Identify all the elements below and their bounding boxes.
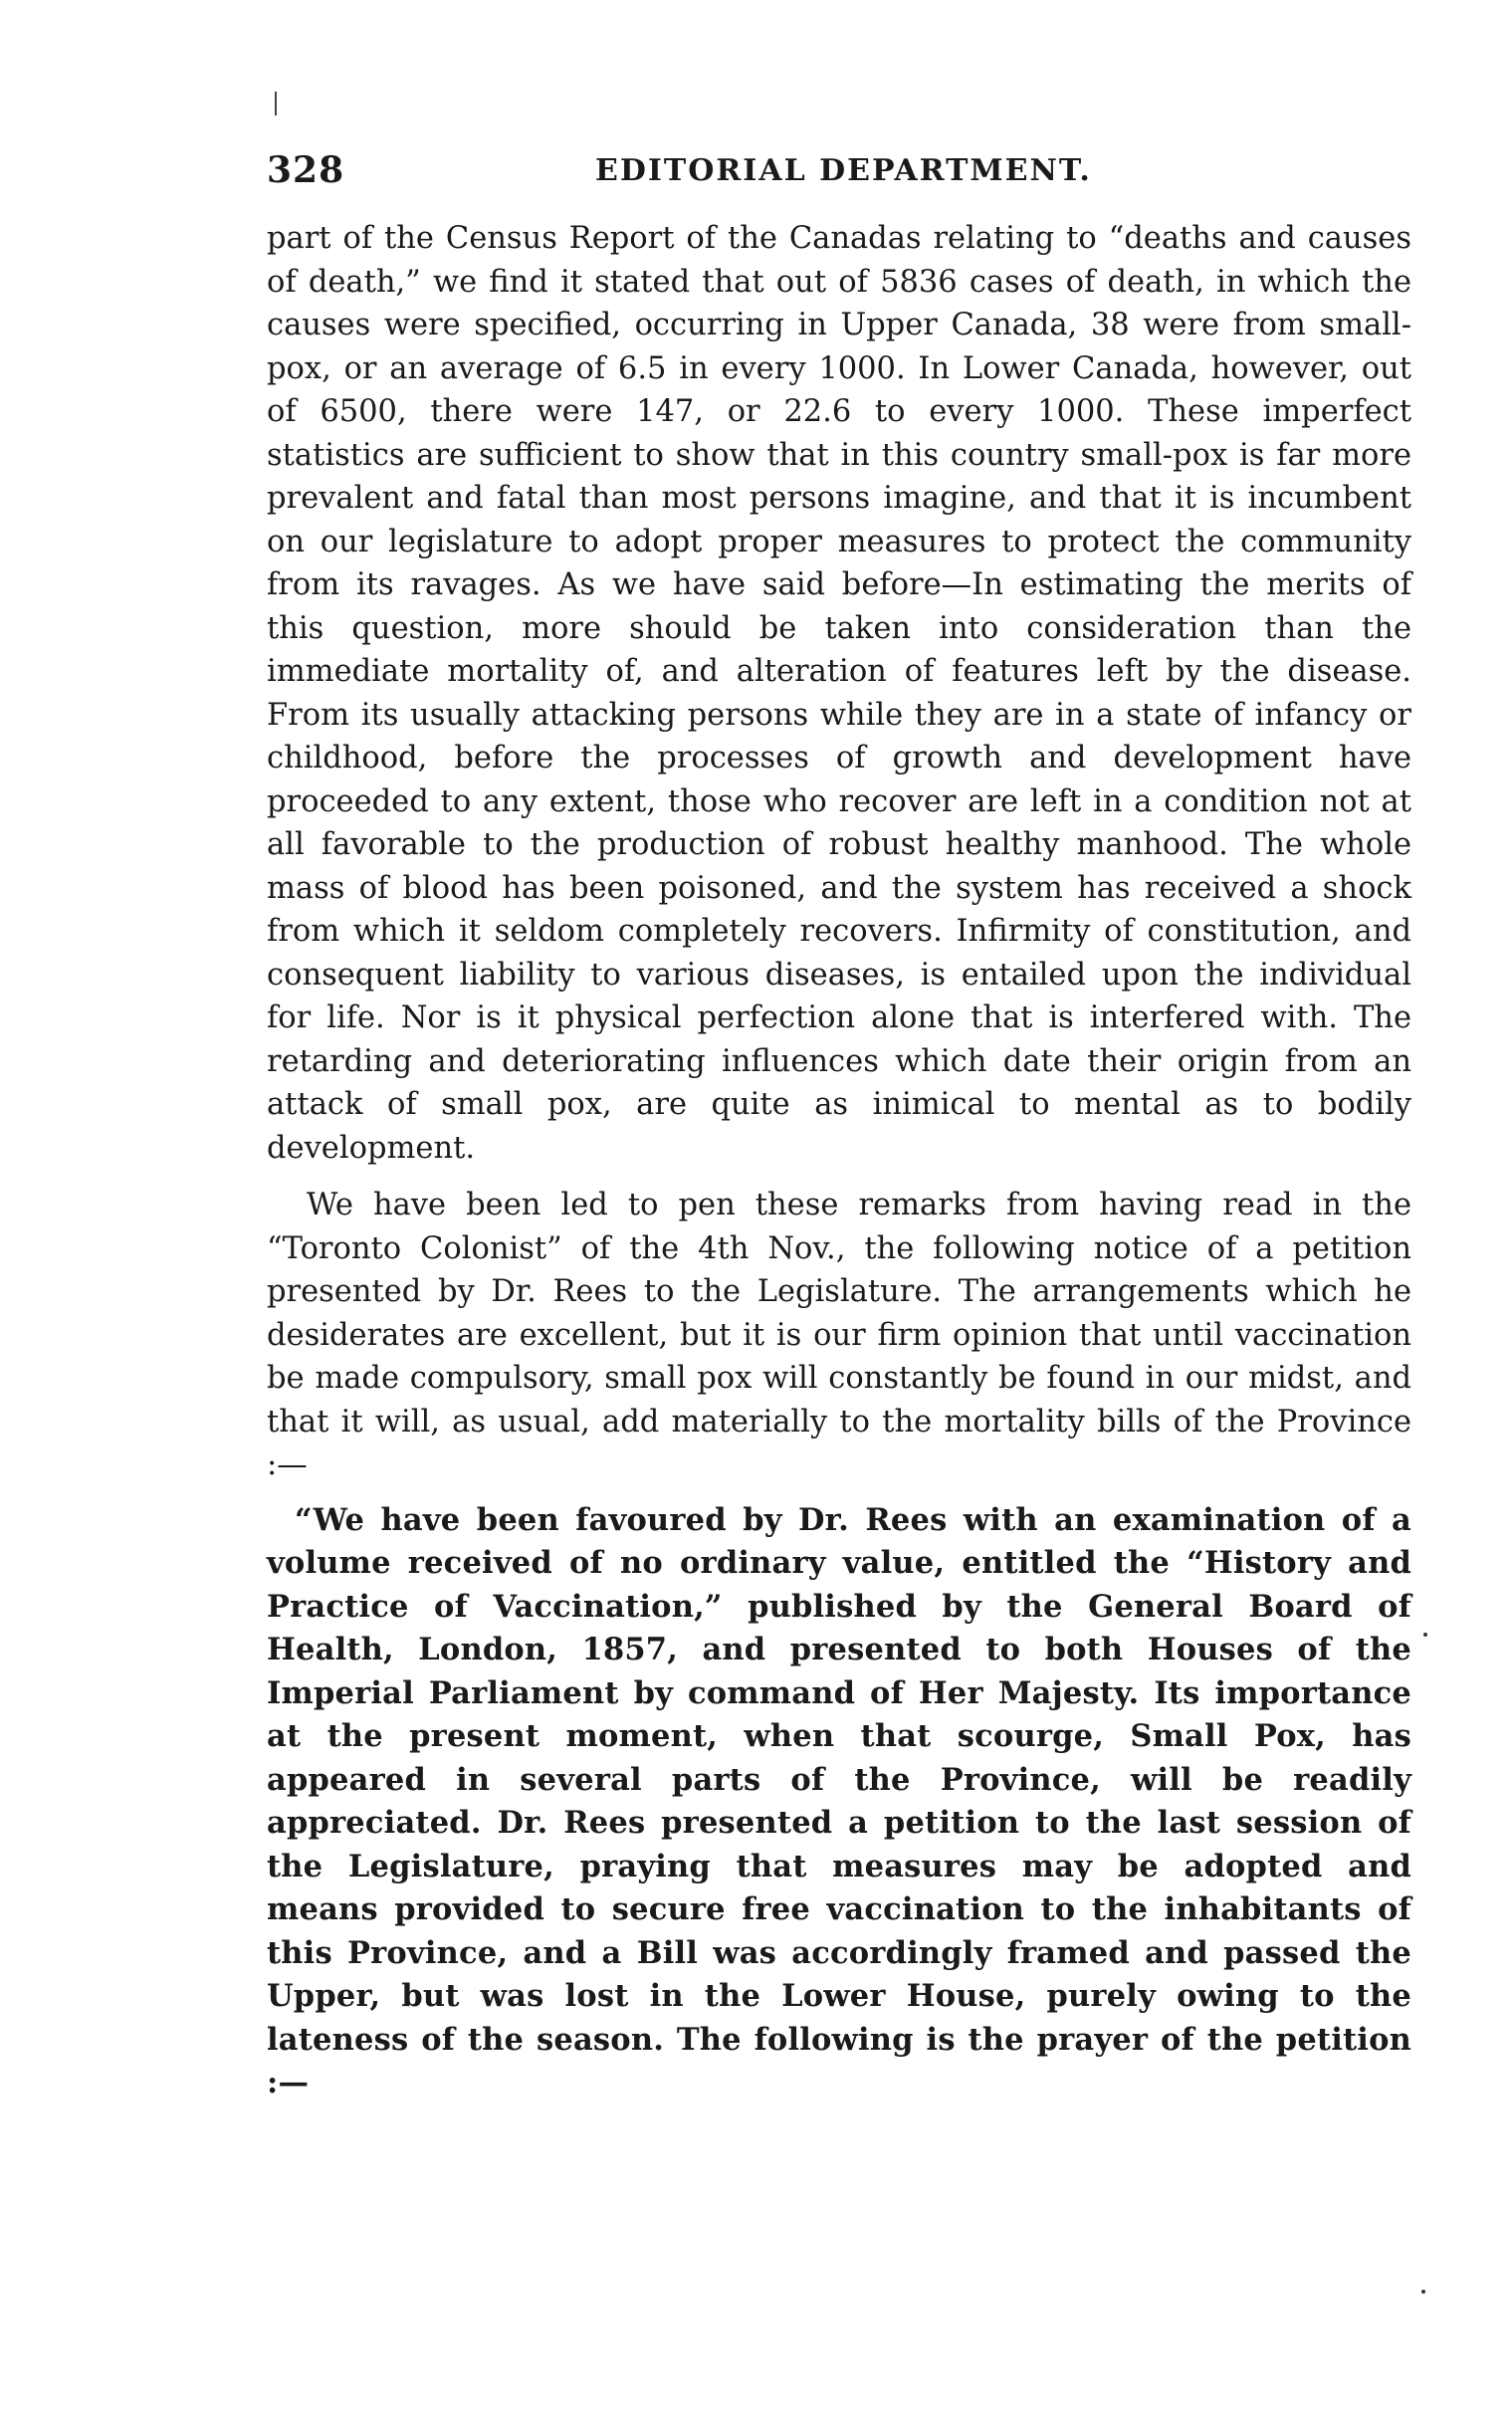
paragraph-toronto-colonist: We have been led to pen these remarks from having read in the “Toronto Colonist” of the 4th Nov., the following notice of a petition presented by Dr. Rees to the Legislature. The arrangements which he desiderates are excellent, but it is our firm opinion that until vaccination be made compulsory, small pox will constantly be found in our midst, and that it will, as usual, add materially to the mortality bills of the Province :— [267, 1188, 1411, 1482]
margin-speck [1421, 2290, 1425, 2294]
page-number: 328 [267, 149, 345, 191]
paragraph-petition-notice: “We have been favoured by Dr. Rees with an examination of a volume received of no ordinary value, entitled the “History and Practice of Vaccination,” published by the General Board of Health, London, 1857, and presented to both Houses of the Imperial Parliament by command of Her Majesty. Its importance at the present moment, when that scourge, Small Pox, has appeared in several parts of the Province, will be readily appreciated. Dr. Rees presented a petition to the last session of the Legislature, praying that measures may be adopted and means provided to secure free vaccination to the inhabitants of this Province, and a Bill was accordingly framed and passed the Upper, but was lost in the Lower House, purely owing to the lateness of the season. The following is the prayer of the petition :— [267, 1501, 1411, 2101]
page-mark [275, 92, 281, 115]
margin-speck [1423, 1633, 1427, 1637]
running-head: EDITORIAL DEPARTMENT. [595, 153, 1092, 188]
document-page [267, 149, 1411, 2105]
page-header [267, 149, 1411, 209]
paragraph-census-report: part of the Census Report of the Canadas relating to “deaths and causes of death,” we find it stated that out of 5836 cases of death, in which the causes were specified, occurring in Upper Canada, 38 were from small-pox, or an average of 6.5 in every 1000. In Lower Canada, however, out of 6500, there were 147, or 22.6 to every 1000. These imperfect statistics are sufficient to show that in this country small-pox is far more prevalent and fatal than most persons imagine, and that it is incumbent on our legislature to adopt proper measures to protect the community from its ravages. As we have said before—In estimating the merits of this question, more should be taken into consideration than the immediate mortality of, and alteration of features left by the disease. From its usually attacking persons while they are in a state of infancy or childhood, before the processes of growth and development have proceeded to any extent, those who recover are left in a condition not at all favorable to the production of robust healthy manhood. The whole mass of blood has been poisoned, and the system has received a shock from which it seldom completely recovers. Infirmity of constitution, and consequent liability to various diseases, is entailed upon the individual for life. Nor is it physical perfection alone that is interfered with. The retarding and deteriorating influences which date their origin from an attack of small pox, are quite as inimical to mental as to bodily development. [267, 221, 1411, 1166]
